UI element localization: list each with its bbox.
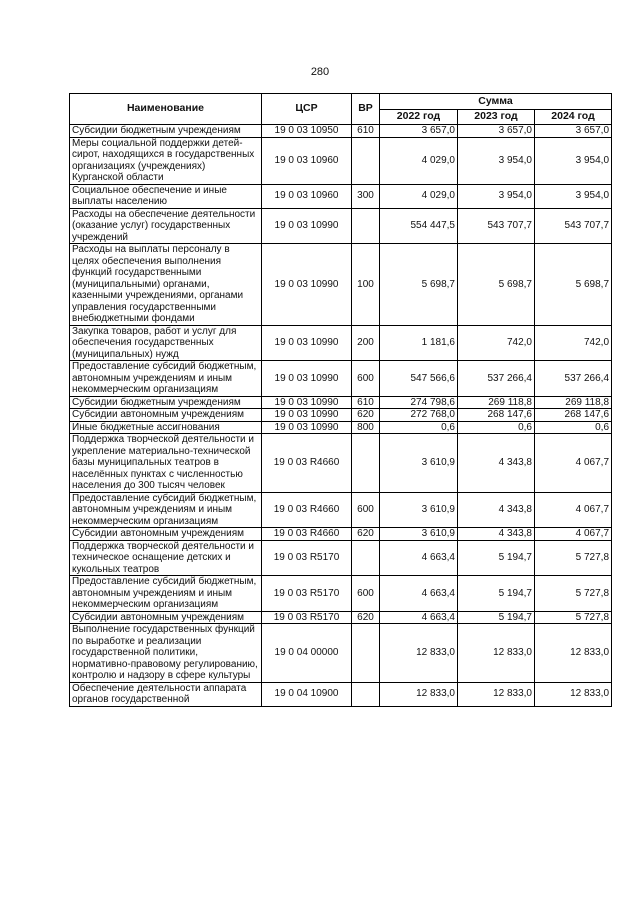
row-sum-2022: 4 029,0 [380,137,458,184]
row-sum-2024: 742,0 [535,325,612,361]
row-sum-2024: 3 954,0 [535,137,612,184]
row-sum-2024: 268 147,6 [535,409,612,422]
table-row [70,682,612,706]
row-sum-2023: 742,0 [458,325,535,361]
row-csr: 19 0 03 10990 [262,421,352,434]
row-sum-2023: 4 343,8 [458,434,535,493]
row-sum-2022: 12 833,0 [380,624,458,683]
row-csr: 19 0 03 10960 [262,184,352,208]
row-vr [352,434,380,493]
row-name: Поддержка творческой деятельности и техническое оснащение детских и кукольных театров [70,540,262,576]
table-row [70,421,612,434]
row-name: Обеспечение деятельности аппарата органов государственной [70,682,262,706]
row-sum-2024: 543 707,7 [535,208,612,244]
row-sum-2023: 4 343,8 [458,528,535,541]
row-sum-2023: 537 266,4 [458,361,535,397]
table-row [70,184,612,208]
row-sum-2024: 5 698,7 [535,244,612,326]
row-name: Социальное обеспечение и иные выплаты населению [70,184,262,208]
row-sum-2022: 272 768,0 [380,409,458,422]
row-name: Расходы на обеспечение деятельности (оказание услуг) государственных учреждений [70,208,262,244]
row-sum-2023: 5 698,7 [458,244,535,326]
row-name: Субсидии автономным учреждениям [70,611,262,624]
table-row [70,396,612,409]
row-vr [352,540,380,576]
row-csr: 19 0 03 10960 [262,137,352,184]
row-sum-2024: 0,6 [535,421,612,434]
row-csr: 19 0 04 10900 [262,682,352,706]
row-name: Поддержка творческой деятельности и укрепление материально-технической базы муниципальных театров в населённых пунктах с численностью населения до 300 тысяч человек [70,434,262,493]
row-name: Субсидии автономным учреждениям [70,528,262,541]
row-sum-2022: 3 657,0 [380,125,458,138]
row-vr [352,137,380,184]
table-row [70,624,612,683]
row-sum-2023: 12 833,0 [458,624,535,683]
row-sum-2023: 12 833,0 [458,682,535,706]
row-sum-2024: 3 954,0 [535,184,612,208]
row-vr: 600 [352,361,380,397]
row-sum-2023: 269 118,8 [458,396,535,409]
row-sum-2023: 5 194,7 [458,540,535,576]
row-vr: 620 [352,409,380,422]
header-csr: ЦСР [262,94,352,125]
row-sum-2022: 5 698,7 [380,244,458,326]
table-row [70,492,612,528]
row-csr: 19 0 03 10990 [262,409,352,422]
row-csr: 19 0 03 R4660 [262,492,352,528]
row-csr: 19 0 03 R5170 [262,611,352,624]
row-sum-2024: 4 067,7 [535,528,612,541]
row-sum-2023: 4 343,8 [458,492,535,528]
row-sum-2024: 3 657,0 [535,125,612,138]
header-name: Наименование [70,94,262,125]
row-sum-2022: 554 447,5 [380,208,458,244]
row-sum-2022: 3 610,9 [380,528,458,541]
row-sum-2022: 12 833,0 [380,682,458,706]
row-sum-2023: 5 194,7 [458,611,535,624]
row-sum-2022: 3 610,9 [380,434,458,493]
row-sum-2024: 4 067,7 [535,434,612,493]
row-name: Расходы на выплаты персоналу в целях обеспечения выполнения функций государственными (муниципальными) органами, казенными учреждениями, органами управления государственными внебюджетными фондами [70,244,262,326]
row-csr: 19 0 03 10990 [262,325,352,361]
table-row [70,540,612,576]
row-csr: 19 0 03 10950 [262,125,352,138]
row-vr: 610 [352,396,380,409]
header-vr: ВР [352,94,380,125]
row-sum-2022: 3 610,9 [380,492,458,528]
row-sum-2024: 269 118,8 [535,396,612,409]
page-number: 280 [310,66,330,78]
table-row [70,244,612,326]
table-row [70,208,612,244]
row-name: Субсидии бюджетным учреждениям [70,125,262,138]
table-row [70,528,612,541]
row-sum-2024: 12 833,0 [535,682,612,706]
row-name: Выполнение государственных функций по выработке и реализации государственной политики, нормативно-правовому регулированию, контролю и надзору в сфере культуры [70,624,262,683]
table-row [70,409,612,422]
row-name: Субсидии бюджетным учреждениям [70,396,262,409]
row-sum-2024: 5 727,8 [535,576,612,612]
row-csr: 19 0 03 R5170 [262,576,352,612]
budget-table [69,93,612,707]
row-sum-2024: 537 266,4 [535,361,612,397]
row-sum-2024: 12 833,0 [535,624,612,683]
row-sum-2023: 543 707,7 [458,208,535,244]
row-sum-2024: 4 067,7 [535,492,612,528]
table-row [70,125,612,138]
header-sum: Сумма [380,94,612,110]
row-vr: 620 [352,528,380,541]
row-sum-2023: 5 194,7 [458,576,535,612]
row-csr: 19 0 03 10990 [262,208,352,244]
table-row [70,361,612,397]
row-sum-2024: 5 727,8 [535,611,612,624]
row-sum-2023: 0,6 [458,421,535,434]
row-csr: 19 0 03 R4660 [262,528,352,541]
row-vr: 620 [352,611,380,624]
row-name: Предоставление субсидий бюджетным, автономным учреждениям и иным некоммерческим организациям [70,492,262,528]
row-name: Закупка товаров, работ и услуг для обеспечения государственных (муниципальных) нужд [70,325,262,361]
row-vr [352,682,380,706]
row-sum-2023: 3 657,0 [458,125,535,138]
table-row [70,325,612,361]
table-row [70,137,612,184]
row-sum-2024: 5 727,8 [535,540,612,576]
table-row [70,576,612,612]
row-sum-2022: 1 181,6 [380,325,458,361]
row-sum-2022: 4 663,4 [380,540,458,576]
row-name: Иные бюджетные ассигнования [70,421,262,434]
row-sum-2022: 4 029,0 [380,184,458,208]
table-row [70,434,612,493]
row-sum-2022: 547 566,6 [380,361,458,397]
row-vr: 100 [352,244,380,326]
table-row [70,611,612,624]
row-csr: 19 0 03 10990 [262,361,352,397]
header-2024: 2024 год [535,109,612,125]
row-csr: 19 0 04 00000 [262,624,352,683]
row-vr: 600 [352,492,380,528]
row-name: Меры социальной поддержки детей-сирот, находящихся в государственных организациях (учреждениях) Курганской области [70,137,262,184]
row-sum-2023: 3 954,0 [458,184,535,208]
row-sum-2023: 268 147,6 [458,409,535,422]
header-2023: 2023 год [458,109,535,125]
row-vr: 800 [352,421,380,434]
row-csr: 19 0 03 R5170 [262,540,352,576]
row-sum-2022: 4 663,4 [380,611,458,624]
row-sum-2022: 4 663,4 [380,576,458,612]
table-body [70,125,612,707]
row-vr [352,624,380,683]
row-vr: 600 [352,576,380,612]
row-vr [352,208,380,244]
row-name: Субсидии автономным учреждениям [70,409,262,422]
row-name: Предоставление субсидий бюджетным, автономным учреждениям и иным некоммерческим организациям [70,361,262,397]
row-sum-2022: 0,6 [380,421,458,434]
row-csr: 19 0 03 R4660 [262,434,352,493]
header-2022: 2022 год [380,109,458,125]
row-vr: 610 [352,125,380,138]
row-vr: 300 [352,184,380,208]
row-csr: 19 0 03 10990 [262,244,352,326]
row-sum-2023: 3 954,0 [458,137,535,184]
row-name: Предоставление субсидий бюджетным, автономным учреждениям и иным некоммерческим организациям [70,576,262,612]
row-vr: 200 [352,325,380,361]
row-csr: 19 0 03 10990 [262,396,352,409]
row-sum-2022: 274 798,6 [380,396,458,409]
